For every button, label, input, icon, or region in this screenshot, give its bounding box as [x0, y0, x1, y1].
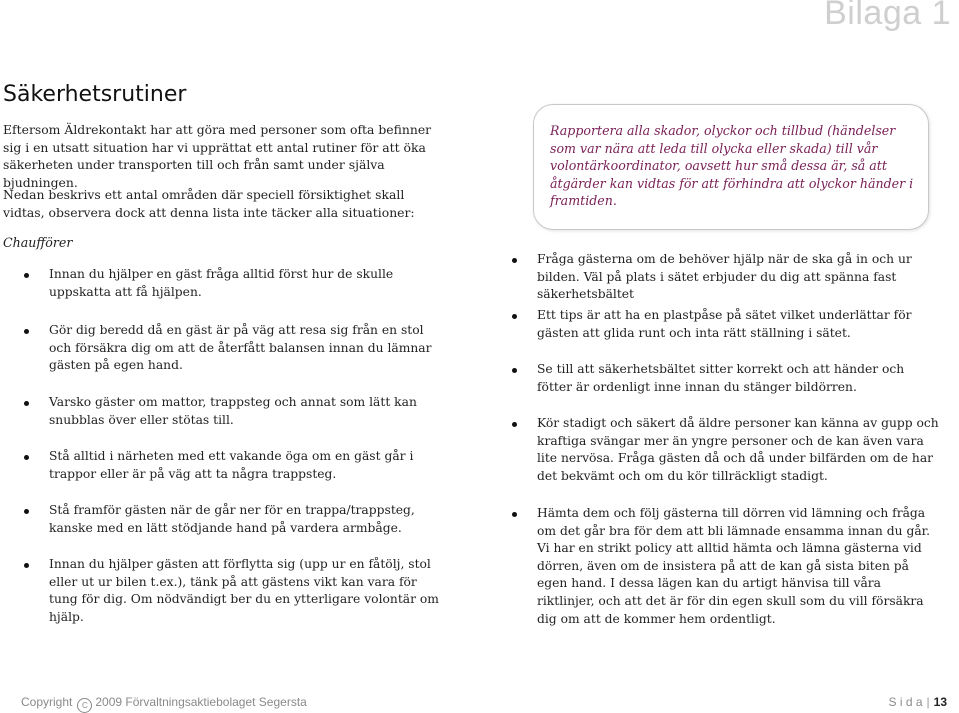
list-item	[537, 251, 941, 304]
footer-copyright	[21, 695, 307, 713]
bullet-icon	[24, 563, 29, 568]
section-heading-drivers: Chaufförer	[3, 235, 73, 250]
list-item	[49, 502, 441, 537]
list-item	[537, 415, 941, 485]
page-title: Säkerhetsrutiner	[3, 82, 187, 107]
list-item	[49, 322, 441, 375]
list-item-text: Innan du hjälper gästen att förflytta sig (upp ur en fåtölj, stol eller ut ur bilen t.ex.), tänk på att gästens vikt kan vara för tung för dig. Om nödvändigt ber du en ytterligare volontär om hjälp.	[49, 557, 439, 624]
list-item-text: Se till att säkerhetsbältet sitter korrekt och att händer och fötter är ordenligt inne innan du stänger bildörren.	[537, 362, 905, 394]
bullet-icon	[24, 329, 29, 334]
list-item	[49, 266, 441, 301]
bullet-icon	[24, 273, 29, 278]
list-item-text: Kör stadigt och säkert då äldre personer kan känna av gupp och kraftiga svängar mer än yngre personer och de kan även vara lite nervösa. Fråga gästen då och då under bilfärden om de har det bekvämt och om du kör tillräckligt stadigt.	[537, 416, 939, 483]
bullet-icon	[512, 258, 517, 263]
page-label: S i d a	[888, 695, 923, 709]
list-item-text: Fråga gästerna om de behöver hjälp när de ska gå in och ur bilden. Väl på plats i sätet erbjuder du dig att spänna fast säkerhetsbältet	[537, 252, 912, 302]
list-item-text: Ett tips är att ha en plastpåse på sätet vilket underlättar för gästen att glida runt och inta rätt ställning i sätet.	[537, 308, 912, 340]
list-item	[49, 394, 441, 429]
intro-paragraph-2: Nedan beskrivs ett antal områden där speciell försiktighet skall vidtas, observera dock att denna lista inte täcker alla situationer:	[3, 187, 415, 220]
bullet-icon	[512, 368, 517, 373]
list-item-text: Stå framför gästen när de går ner för en trappa/trappsteg, kanske med en lätt stödjande hand på vardera armbåge.	[49, 503, 415, 535]
callout-text: Rapportera alla skador, olyckor och tillbud (händelser som var nära att leda till olycka eller skada) till vår volontärkoordinator, oavsett hur små dessa är, så att åtgärder kan vidtas för att förhindra att olyckor händer i framtiden.	[550, 123, 914, 209]
copyright-icon: C	[77, 698, 92, 713]
list-item	[537, 307, 941, 342]
list-item-text: Varsko gäster om mattor, trappsteg och annat som lätt kan snubblas över eller stötas till.	[49, 395, 417, 427]
list-item	[537, 361, 941, 396]
copyright-holder: 2009 Förvaltningsaktiebolaget Segersta	[95, 695, 307, 709]
bullet-icon	[512, 422, 517, 427]
list-item	[49, 448, 441, 483]
bullet-icon	[512, 314, 517, 319]
bullet-icon	[512, 512, 517, 517]
callout-box	[533, 104, 929, 230]
list-item	[537, 505, 941, 628]
list-item-text: Innan du hjälper en gäst fråga alltid först hur de skulle uppskatta att få hjälpen.	[49, 267, 394, 299]
list-item-text: Gör dig beredd då en gäst är på väg att resa sig från en stol och försäkra dig om att de återfått balansen innan du lämnar gästen på egen hand.	[49, 323, 432, 373]
copyright-word: Copyright	[21, 695, 73, 709]
bullet-icon	[24, 455, 29, 460]
list-item	[49, 556, 441, 626]
list-item-text: Hämta dem och följ gästerna till dörren vid lämning och fråga om det går bra för dem att bli lämnade ensamma innan du går. Vi har en strikt policy att alltid hämta och lämna gästerna vid dörren, även om de insistera på att de kan gå sista biten på egen hand. I dessa lägen kan du artigt hänvisa till våra riktlinjer, och att det är för din egen skull som du vill försäkra dig om att de kommer hem ordentligt.	[537, 506, 931, 626]
intro-paragraph-1: Eftersom Äldrekontakt har att göra med personer som ofta befinner sig i en utsatt situation har vi upprättat ett antal rutiner för att öka säkerheten under transporten till och från samt under själva bjudningen.	[3, 122, 432, 190]
bullet-icon	[24, 509, 29, 514]
list-item-text: Stå alltid i närheten med ett vakande öga om en gäst går i trappor eller är på väg att ta några trappsteg.	[49, 449, 414, 481]
bullet-icon	[24, 401, 29, 406]
footer-page-indicator	[888, 695, 947, 709]
appendix-label: Bilaga 1	[824, 0, 951, 32]
page-separator: |	[926, 695, 930, 709]
page-number: 13	[933, 695, 947, 709]
